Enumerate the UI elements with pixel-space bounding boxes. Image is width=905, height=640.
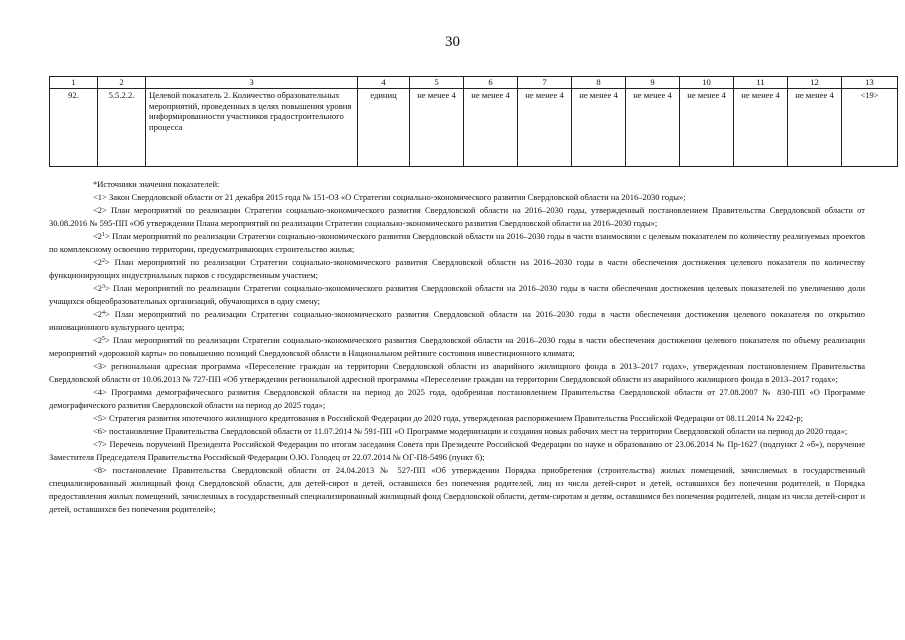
source-note [49,256,865,282]
table-header-row [50,77,898,89]
source-note [49,230,865,256]
source-note-text: План мероприятий по реализации Стратегии социально-экономического развития Свердловской области на 2016–2030 годы, утвержденный постановлением Правительства Свердловской области от 30.08.2016 № 595-ПП «Об утверждении Плана мероприятий по реализации Стратегии социально-экономического развития Свердловской области на 2016–2030 годы»; [49,205,865,228]
source-note-marker: > [105,283,110,293]
source-note-marker: <5> [93,413,107,423]
column-number: 1 [50,77,98,89]
column-number: 10 [680,77,734,89]
column-number: 11 [734,77,788,89]
source-note-text: План мероприятий по реализации Стратегии социально-экономического развития Свердловской области на 2016–2030 годы в части обеспечения достижения целевых показателей по увеличению доли учащихся общеобразовательных организаций, обучающихся в одну смену; [49,283,865,306]
indicator-description-cell: Целевой показатель 2. Количество образовательных мероприятий, проведенных в целях повышения уровня информированности участников градостроительного процесса [146,88,358,166]
column-number: 4 [358,77,410,89]
source-note-marker: <2 [93,257,103,267]
source-note [49,425,865,438]
source-note [49,464,865,516]
source-note-text: постановление Правительства Свердловской области от 11.07.2014 № 591-ПП «О Программе модернизации и создания новых рабочих мест на территории Свердловской области на период до 2020 года»; [106,426,848,436]
source-note-marker: <2> [93,205,107,215]
column-number: 12 [788,77,842,89]
source-note-text: Перечень поручений Президента Российской Федерации по итогам заседания Совета при Президенте Российской Федерации по науке и образованию от 23.06.2014 № Пр-1627 (подпункт 2 «б»), поручение Заместителя Председателя Правительства Российской Федерации О.Ю. Голодец от 22.07.2014 № ОГ-П8-5496 (пункт 6); [49,439,865,462]
source-ref-cell: <19> [842,88,898,166]
source-note [49,204,865,230]
source-note-marker: 5 [102,336,106,342]
value-cell: не менее 4 [410,88,464,166]
source-note-text: План мероприятий по реализации Стратегии социально-экономического развития Свердловской области на 2016–2030 годы в части взаимосвязи с целевым показателем по количеству реализуемых проектов по комплексному освоению территории, предусматривающих строительство жилья; [49,231,865,254]
source-note-marker: <4> [93,387,107,397]
value-cell: не менее 4 [788,88,842,166]
source-note-marker: 1 [102,232,106,238]
indicator-table [49,76,898,167]
source-note [49,334,865,360]
value-cell: не менее 4 [680,88,734,166]
notes-heading: *Источники значения показателей: [93,179,220,189]
source-note-marker: > [105,231,110,241]
column-number: 2 [98,77,146,89]
column-number: 3 [146,77,358,89]
unit-cell: единиц [358,88,410,166]
source-note-text: Закон Свердловской области от 21 декабря 2015 года № 151-ОЗ «О Стратегии социально-экономического развития Свердловской области на 2016–2030 годы»; [106,192,686,202]
value-cell: не менее 4 [734,88,788,166]
source-note-text: постановление Правительства Свердловской области от 24.04.2013 № 527-ПП «Об утверждении Порядка приобретения (строительства) жилых помещений, зачисляемых в государственный специализированный жилищный фонд Свердловской области, для детей-сирот и детей, оставшихся без попечения родителей, лиц из числа детей-сирот и детей, оставшихся без попечения родителей, и Порядка предоставления жилых помещений, зачисленных в государственный специализированный жилищный фонд Свердловской области, детям-сиротам и детям, оставшимся без попечения родителей, лицам из числа детей-сирот и детей, оставшихся без попечения родителей»; [49,465,865,514]
source-note-marker: <2 [93,309,103,319]
column-number: 5 [410,77,464,89]
row-code-cell: 5.5.2.2. [98,88,146,166]
source-note-marker: > [105,335,110,345]
source-note-marker: <7> [93,439,107,449]
value-cell: не менее 4 [464,88,518,166]
row-number-cell: 92. [50,88,98,166]
source-note [49,282,865,308]
value-cell: не менее 4 [626,88,680,166]
column-number: 6 [464,77,518,89]
source-note-marker: > [105,257,110,267]
notes-list [49,191,865,516]
source-note-text: региональная адресная программа «Переселение граждан на территории Свердловской области из аварийного жилищного фонда в 2013–2017 годах», утвержденная постановлением Правительства Свердловской области от 10.06.2013 № 727-ПП «Об утверждении региональной адресной программы «Переселение граждан на территории Свердловской области из аварийного жилищного фонда в 2013–2017 годах»; [49,361,865,384]
source-note-marker: <1> [93,192,107,202]
source-notes [49,178,865,516]
source-note [49,438,865,464]
source-note-text: План мероприятий по реализации Стратегии социально-экономического развития Свердловской области на 2016–2030 годы в части обеспечения достижения целевого показателя по объему реализации мероприятий «дорожной карты» по повышению позиций Свердловской области в Национальном рейтинге состояния инвестиционного климата; [49,335,865,358]
source-note-marker: 3 [102,284,106,290]
source-note-marker: <2 [93,335,103,345]
table-row [50,88,898,166]
source-note [49,360,865,386]
value-cell: не менее 4 [518,88,572,166]
source-note-text: План мероприятий по реализации Стратегии социально-экономического развития Свердловской области на 2016–2030 годы в части обеспечения достижения целевого показателя по открытию инновационного культурного центра; [49,309,865,332]
source-note-marker: <2 [93,283,103,293]
page-number: 30 [445,34,460,50]
source-note [49,386,865,412]
source-note [49,308,865,334]
source-note-text: Стратегия развития ипотечного жилищного кредитования в Российской Федерации до 2020 года, утвержденная распоряжением Правительства Российской Федерации от 08.11.2014 № 2242-р; [106,413,803,423]
source-note-text: План мероприятий по реализации Стратегии социально-экономического развития Свердловской области на 2016–2030 годы в части обеспечения достижения целевого показателя по количеству функционирующих индустриальных парков с государственным участием; [49,257,865,280]
value-cell: не менее 4 [572,88,626,166]
source-note [49,191,865,204]
source-note-marker: 2 [102,258,106,264]
column-number: 7 [518,77,572,89]
column-number: 13 [842,77,898,89]
source-note-marker: 4 [102,310,106,316]
source-note-text: Программа демографического развития Свердловской области на период до 2025 года, одобренная постановлением Правительства Свердловской области от 27.08.2007 № 830-ПП «О Программе демографического развития Свердловской области на период до 2025 года»; [49,387,865,410]
source-note-marker: > [105,309,110,319]
source-note-marker: <6> [93,426,107,436]
source-note-marker: <3> [93,361,107,371]
source-note-marker: <8> [93,465,107,475]
source-note [49,412,865,425]
source-note-marker: <2 [93,231,103,241]
column-number: 8 [572,77,626,89]
column-number: 9 [626,77,680,89]
